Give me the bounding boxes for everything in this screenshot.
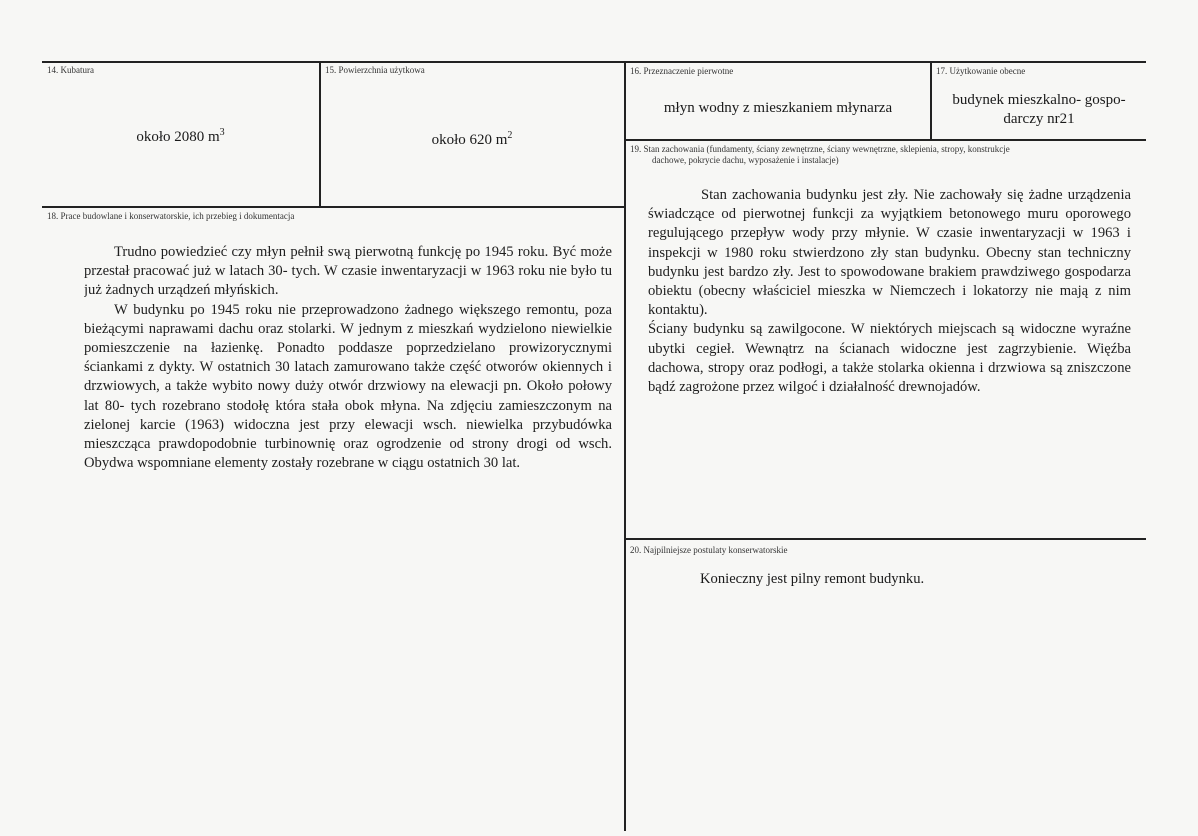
box-19-label-line-1: 19. Stan zachowania (fundamenty, ściany zewnętrzne, ściany wewnętrzne, sklepienia, stropy, konstrukcje [630,144,1010,154]
box-14-label: 14. Kubatura [47,65,94,75]
box-17-label: 17. Użytkowanie obecne [936,66,1026,76]
rule-below-19 [624,538,1146,540]
box-18-body [84,243,612,533]
box-19-label-line-2: dachowe, pokrycie dachu, wyposażenie i instalacje) [652,155,839,165]
box-15-label: 15. Powierzchnia użytkowa [325,65,425,75]
box-19-paragraph-2: Ściany budynku są zawilgocone. W niektórych miejscach są widoczne wyraźne ubytki cegieł. Wewnątrz na ścianach widoczne jest zagrzybienie. Więźba dachowa, stropy oraz podłogi, a także stolarka okienna i drzwiowa są zniszczone bądź zagrożone przez wilgoć i działalność drewnojadów. [648,321,1131,396]
box-14-value [42,128,319,147]
rule-below-14-15 [42,206,626,208]
box-20-label: 20. Najpilniejsze postulaty konserwatorskie [630,545,788,555]
cubature-value: około 2080 m [136,129,220,145]
rule-below-16-17 [624,139,1146,141]
box-18-paragraph-1: Trudno powiedzieć czy młyn pełnił swą pierwotną funkcję po 1945 roku. Być może przestał pracować już w latach 30- tych. W czasie inwentaryzacji w 1963 roku nie było tu już żadnych urządzeń młyńskich. [84,244,612,299]
box-16-label: 16. Przeznaczenie pierwotne [630,66,734,76]
main-vertical-divider [624,61,626,831]
box-20-value: Konieczny jest pilny remont budynku. [700,571,925,587]
box-18-paragraph-2: W budynku po 1945 roku nie przeprowadzono żadnego większego remontu, poza bieżącymi naprawami dachu oraz stolarki. W jednym z mieszkań wydzielono niewielkie pomieszczenie na łazienkę. Ponadto poddasze poprzedzielano prowizorycznymi ściankami z dykty. W ostatnich 30 latach zamurowano także część otworów okiennych i drzwiowych, a także wybito nowy duży otwór drzwiowy na elewacji pn. Około połowy lat 80- tych rozebrano stodołę która stała obok młyna. Na zdjęciu zamieszczonym na zielonej karcie (1963) widoczna jest przy elewacji wsch. niewielka przybudówka mieszcząca prawdopodobnie turbinownię oraz ogrodzenie od strony drogi od wsch. Obydwa wspomniane elementy zostały rozebrane w ciągu ostatnich 30 lat. [84,301,612,472]
box-15-value [320,131,624,150]
box-19-label [630,144,1140,166]
box-19-paragraph-1: Stan zachowania budynku jest zły. Nie zachowały się żadne urządzenia świadczące od pierwotnej funkcji za wyjątkiem betonowego muru oporowego regulującego przepływ wody przy młynie. W czasie inwentaryzacji w 1963 i inspekcji w 1980 roku stwierdzono zły stan budynku. Obecny stan techniczny budynku jest bardzo zły. Jest to spowodowane brakiem prawdziwego gospodarza obiektu (obecny właściciel mieszka w Niemczech i lokatorzy nie mają z nim kontaktu). [648,187,1131,319]
box-18-label: 18. Prace budowlane i konserwatorskie, ich przebieg i dokumentacja [47,211,295,221]
box-17-value [932,91,1146,129]
box-17-value-line-1: budynek mieszkalno- gospo- [952,92,1126,108]
usable-area-value: około 620 m [431,132,508,148]
box-16-value: młyn wodny z mieszkaniem młynarza [663,100,893,116]
top-rule [42,61,1146,63]
cubature-unit-exponent: 3 [219,127,225,138]
box-19-body [648,186,1131,536]
box-17-value-line-2: darczy nr21 [1003,111,1075,127]
area-unit-exponent: 2 [507,130,513,141]
